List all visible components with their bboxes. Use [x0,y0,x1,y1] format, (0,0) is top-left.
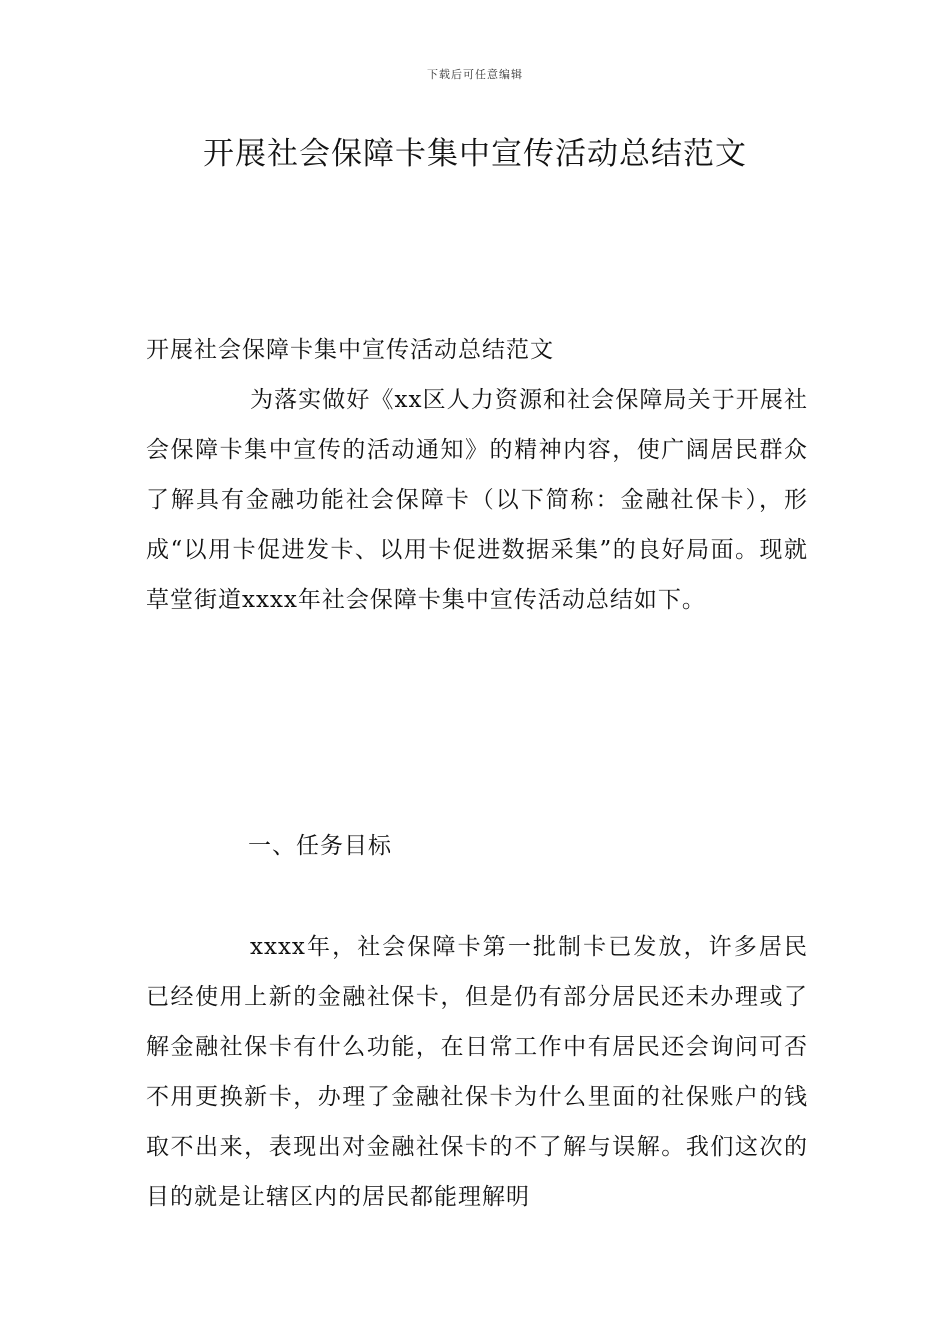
header-note: 下载后可任意编辑 [427,68,523,81]
document-subtitle: 开展社会保障卡集中宣传活动总结范文 [146,337,554,363]
intro-paragraph: 为落实做好《xx区人力资源和社会保障局关于开展社会保障卡集中宣传的活动通知》的精神内容，使广阔居民群众了解具有金融功能社会保障卡（以下简称：金融社保卡），形成“以用卡促进发卡、以用卡促进数据采集”的良好局面。现就草堂街道xxxx年社会保障卡集中宣传活动总结如下。 [146,387,808,613]
document-title: 开展社会保障卡集中宣传活动总结范文 [203,136,747,172]
section-heading: 一、任务目标 [248,833,392,859]
section-paragraph: xxxx年，社会保障卡第一批制卡已发放，许多居民已经使用上新的金融社保卡，但是仍有部分居民还未办理或了解金融社保卡有什么功能，在日常工作中有居民还会询问可否不用更换新卡，办理了金融社保卡为什么里面的社保账户的钱取不出来，表现出对金融社保卡的不了解与误解。我们这次的目的就是让辖区内的居民都能理解明 [146,934,808,1210]
